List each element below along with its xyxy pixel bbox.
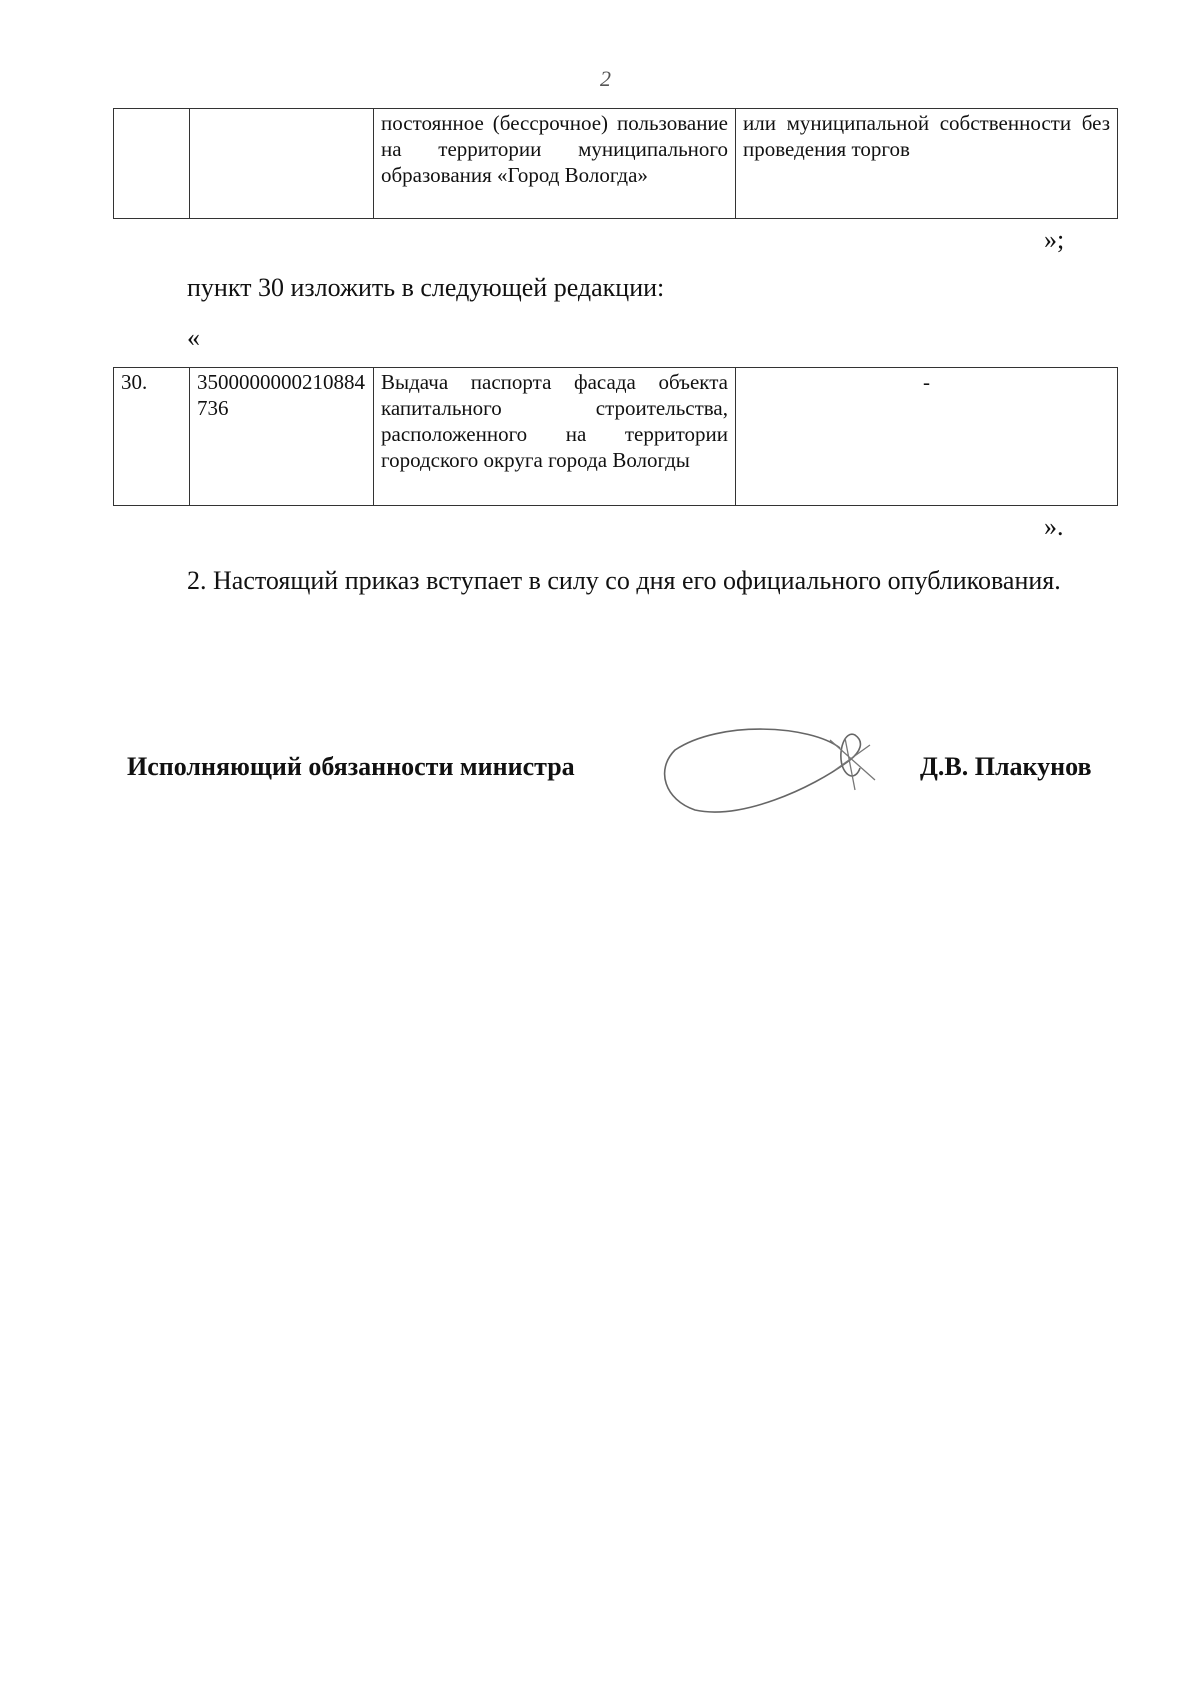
table-row (114, 368, 1118, 506)
closing-quote-end: ». (1044, 512, 1064, 541)
cell-code (190, 109, 374, 219)
cell-number: 30. (114, 368, 190, 506)
cell-number (114, 109, 190, 219)
signatory-role: Исполняющий обязанности министра (127, 752, 575, 781)
opening-quote: « (187, 323, 200, 352)
table-row (114, 109, 1118, 219)
cell-note: или муниципальной собственности без проведения торгов (736, 109, 1118, 219)
intro-paragraph: пункт 30 изложить в следующей редакции: (187, 273, 665, 302)
cell-service: постоянное (бессрочное) пользование на территории муниципального образования «Город Вологда» (374, 109, 736, 219)
cell-note-text: - (923, 370, 930, 394)
continued-table (113, 108, 1118, 219)
handwritten-signature (660, 720, 880, 820)
paragraph-2: 2. Настоящий приказ вступает в силу со дня его официального опубликования. (187, 566, 1061, 595)
cell-note (736, 368, 1118, 506)
cell-code: 3500000000210884736 (190, 368, 374, 506)
new-item-table (113, 367, 1118, 506)
cell-service: Выдача паспорта фасада объекта капитального строительства, расположенного на территории городского округа города Вологды (374, 368, 736, 506)
signatory-name: Д.В. Плакунов (920, 752, 1092, 781)
closing-quote: »; (1044, 225, 1065, 254)
page-number: 2 (600, 66, 611, 91)
